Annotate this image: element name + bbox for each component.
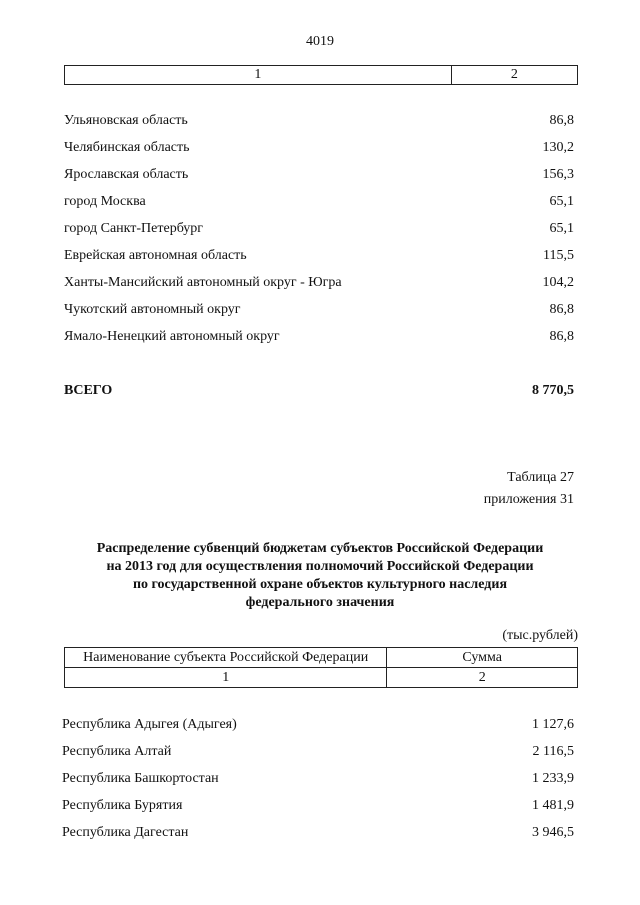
region-amount: 1 481,9 <box>532 798 574 813</box>
region-list <box>62 711 574 846</box>
table-row <box>64 215 574 242</box>
region-amount: 1 233,9 <box>532 771 574 786</box>
region-name: Республика Дагестан <box>62 825 189 840</box>
region-name: Ханты-Мансийский автономный округ - Югра <box>64 275 342 290</box>
table-row <box>64 269 574 296</box>
units-label: (тыс.рублей) <box>502 628 578 643</box>
region-name: Республика Алтай <box>62 744 172 759</box>
region-amount: 86,8 <box>549 329 574 344</box>
table-row <box>64 242 574 269</box>
region-name: Республика Адыгея (Адыгея) <box>62 717 237 732</box>
region-amount: 130,2 <box>542 140 574 155</box>
appendix-reference: приложения 31 <box>483 492 574 507</box>
region-amount: 2 116,5 <box>532 744 574 759</box>
region-amount: 104,2 <box>542 275 574 290</box>
header-sum: Сумма <box>387 648 578 668</box>
region-amount: 3 946,5 <box>532 825 574 840</box>
region-amount: 156,3 <box>542 167 574 182</box>
column-1-number: 1 <box>65 66 452 85</box>
title-line: Распределение субвенций бюджетам субъектов Российской Федерации <box>96 541 544 556</box>
table-title <box>40 540 600 612</box>
region-amount: 65,1 <box>549 194 574 209</box>
region-amount: 115,5 <box>543 248 574 263</box>
region-name: Ульяновская область <box>64 113 188 128</box>
table-row <box>64 134 574 161</box>
table-row <box>62 765 574 792</box>
table-row <box>62 792 574 819</box>
region-name: город Санкт-Петербург <box>64 221 204 236</box>
table-row <box>64 161 574 188</box>
total-label: ВСЕГО <box>64 383 113 398</box>
region-name: Чукотский автономный округ <box>64 302 241 317</box>
table-row <box>62 819 574 846</box>
region-amount: 86,8 <box>549 302 574 317</box>
region-name: Челябинская область <box>64 140 190 155</box>
table-row <box>64 188 574 215</box>
total-amount: 8 770,5 <box>532 383 574 398</box>
region-name: Республика Бурятия <box>62 798 183 813</box>
column-number-header <box>64 65 578 85</box>
column-1-number: 1 <box>65 668 387 688</box>
column-2-number: 2 <box>451 66 577 85</box>
page-number: 4019 <box>306 34 334 49</box>
region-name: Республика Башкортостан <box>62 771 219 786</box>
region-amount: 1 127,6 <box>532 717 574 732</box>
region-name: Ярославская область <box>64 167 189 182</box>
table-reference <box>484 467 574 511</box>
region-name: Еврейская автономная область <box>64 248 247 263</box>
title-line: по государственной охране объектов культурного наследия <box>132 577 508 592</box>
table-header <box>64 647 578 688</box>
region-list-continued <box>64 107 574 350</box>
region-name: Ямало-Ненецкий автономный округ <box>64 329 280 344</box>
region-amount: 86,8 <box>549 113 574 128</box>
table-row <box>62 711 574 738</box>
title-line: федерального значения <box>245 595 395 610</box>
table-row <box>64 107 574 134</box>
total-row <box>64 377 574 404</box>
title-line: на 2013 год для осуществления полномочий Российской Федерации <box>106 559 534 574</box>
region-amount: 65,1 <box>549 221 574 236</box>
header-region-name: Наименование субъекта Российской Федерации <box>65 648 387 668</box>
region-name: город Москва <box>64 194 146 209</box>
table-row <box>64 296 574 323</box>
column-2-number: 2 <box>387 668 578 688</box>
table-number: Таблица 27 <box>507 470 574 485</box>
table-row <box>62 738 574 765</box>
table-row <box>64 323 574 350</box>
